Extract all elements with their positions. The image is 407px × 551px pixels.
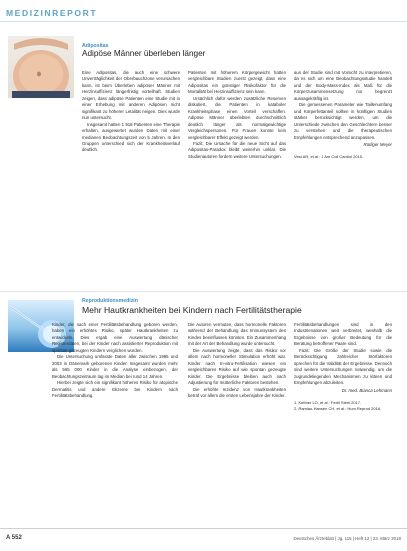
paragraph: aus der Studie sind mit Vorsicht zu interpretieren, da es sich um eine Beobachtungsstudie handelt und der Body-Mass-Index als Maß für die Körperzusammensetzung nur begrenzt aussagekräftig ist. — [294, 70, 392, 101]
paragraph: Fertilitätsbehandlungen sind in den Industrienationen weit verbreitet, weshalb die Ergebnisse von großer Bedeutung für die Beratung betroffener Paare sind. — [294, 322, 392, 347]
paragraph: Eine Adipositas, die auch eine schwere Unverträglichkeit der Oberbauchzone verursachen kann, ist beim Überleben adipöser Männer mit Herzinsuffizienz längerfristig vorteilhaft. Studien zeigen, dass adipöse Patienten eine Studie mit in einer Erhebung mit anderen Adipösen nicht signifikant zu höherer Letalität neigen. Dies wurde nun untersucht. — [82, 70, 180, 121]
paragraph: Hierbei zeigte sich ein signifikant höheres Risiko für atopische Dermatitis und andere Ekzeme bei Kindern nach Fertilitätsbehandlung. — [52, 380, 178, 398]
author-signature: Rüdiger Meyer — [363, 141, 392, 147]
reference: 1. Kettner LO, et al.: Fertil Steril 2017. — [294, 399, 362, 405]
section-label: MEDIZINREPORT — [6, 8, 98, 18]
page-footer — [0, 528, 407, 546]
references — [294, 154, 392, 160]
article-column-3 — [294, 70, 392, 282]
article-title: Adipöse Männer überleben länger — [82, 49, 206, 58]
article-column-3 — [294, 322, 392, 522]
article-column-2 — [188, 322, 286, 522]
article-kicker: Reproduktionsmedizin — [82, 298, 138, 304]
paragraph: Patienten mit höherem Körpergewicht hatten vergleichbare Studien zuerst gezeigt, dass eine Adipositas ein günstiger Risikofaktor für die Mortalität bei Herzinsuffizienz sein kann. — [188, 70, 286, 95]
paragraph: Die erhöhte Inzidenz von Hautkrankheiten betraf vor allem die ersten Lebensjahre der Kinder. — [188, 386, 286, 398]
article-photo-belly — [8, 36, 74, 98]
author-signature: Dr. med. Bianca Lehmann — [341, 387, 392, 393]
paragraph: Die Auswertung zeigte, dass das Risiko vor allem nach hormoneller Stimulation erhöht war. Kinder nach In-vitro-Fertilisation wiesen ein vergleichbares Risiko auf wie spontan gezeugte Kinder. Die Ergebnisse bleiben auch nach Adjustierung für mütterliche Faktoren bestehen. — [188, 347, 286, 386]
paragraph: Die gemessenen Parameter wie Taillenumfang und Körperfettanteil sollten in künftigen Studien stärker berücksichtigt werden, um die Unterschiede zwischen den Geschlechtern besser zu verstehen und die therapeutischen Empfehlungen entsprechend anzupassen. — [294, 102, 392, 140]
article-column-2 — [188, 70, 286, 282]
paragraph: Fazit: Die Größe der Studie sowie die Berücksichtigung zahlreicher Störfaktoren sprechen für die Validität der Ergebnisse. Dennoch sind weitere Untersuchungen notwendig, um die zugrundeliegenden Mechanismen zu klären und Empfehlungen abzuleiten. — [294, 347, 392, 386]
article-kicker: Adipositas — [82, 43, 109, 49]
paragraph: Kinder, die nach einer Fertilitätsbehandlung geboren werden, haben ein erhöhtes Risiko, später Hautkrankheiten zu entwickeln. Dies ergab eine Auswertung dänischer Registerdaten, bei der Kinder nach assistierter Reproduktion mit spontan gezeugten Kindern verglichen wurden. — [52, 322, 178, 353]
paragraph: Die Autoren vermuten, dass hormonelle Faktoren während der Behandlung das Immunsystem des Kindes beeinflussen könnten. Ein Zusammenhang mit der Art der Behandlung wurde untersucht. — [188, 322, 286, 347]
paragraph: Die Untersuchung umfasste Daten aller zwischen 1995 und 2003 in Dänemark geborenen Kinder. Insgesamt wurden mehr als 565 000 Kinder in die Analyse einbezogen, der Beobachtungszeitraum lag im Median bei rund 14 Jahren. — [52, 354, 178, 379]
article-column-1 — [82, 70, 180, 220]
article-adipositas — [0, 36, 407, 282]
reference: Vest AR, et al.: J Am Coll Cardiol 2015. — [294, 154, 364, 160]
article-column-1 — [52, 322, 178, 522]
page-number: A 552 — [6, 535, 22, 541]
paragraph: Insgesamt hatten 1 918 Patienten eine Therapie erhalten, ausgewertet wurden Daten mit einer medianen Beobachtungszeit von 5 Jahren. In den Gruppen unterschied sich der Krankheitsverlauf deutlich. — [82, 121, 180, 153]
paragraph: Fazit: Die Ursache für die neue Sicht auf das Adipositas-Paradox bleibt weiterhin unklar. Die Studienautoren fordern weitere Untersuchungen. — [188, 140, 286, 159]
section-header — [0, 8, 407, 22]
article-title: Mehr Hautkrankheiten bei Kindern nach Fertilitätstherapie — [82, 305, 302, 315]
article-reproduktionsmedizin — [0, 291, 407, 523]
reference: 2. Ramlau-Hansen CH, et al.: Hum Reprod 2016. — [294, 405, 382, 411]
belly-illustration — [8, 36, 74, 98]
references — [294, 400, 392, 411]
paragraph: Ursächlich dafür werden zusätzliche Reserven diskutiert, die Patienten in kataboler Krankheitsphase einen Vorteil verschaffen. Adipöse Männer überlebten durchschnittlich deutlich länger als normalgewichtige Vergleichspersonen. Für Frauen konnte kein vergleichbarer Effekt gezeigt werden. — [188, 95, 286, 140]
journal-citation: Deutsches Ärzteblatt | Jg. 115 | Heft 12 | 23. März 2018 — [293, 536, 401, 541]
